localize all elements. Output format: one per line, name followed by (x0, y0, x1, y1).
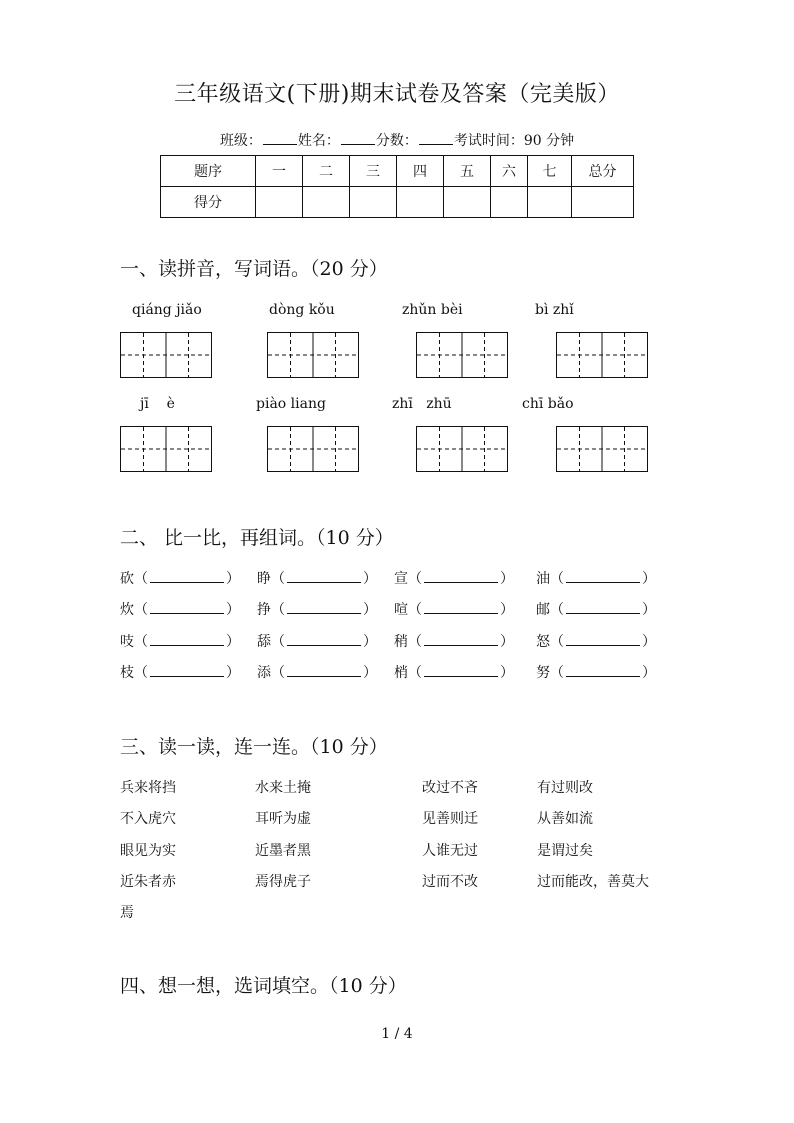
compare-char: 宣 (394, 571, 408, 587)
name-label: 姓名： (297, 133, 340, 149)
match-phrase[interactable]: 过而能改，善莫大 (537, 874, 649, 890)
compare-item[interactable]: 梢（ ） (394, 665, 514, 681)
match-phrase[interactable]: 不入虎穴 (120, 811, 176, 827)
answer-blank[interactable] (287, 633, 361, 646)
match-phrase[interactable]: 水来土掩 (255, 780, 311, 796)
tianzige-writing-box[interactable] (120, 332, 212, 378)
compare-char: 梢 (394, 665, 408, 681)
answer-blank[interactable] (424, 570, 498, 583)
tianzige-writing-box[interactable] (267, 426, 359, 472)
match-phrase-wrap: 焉 (120, 905, 134, 921)
pinyin-label: qiáng jiǎo (132, 302, 202, 318)
student-info (0, 130, 794, 151)
pinyin-label: piào liang (256, 396, 326, 412)
score-blank[interactable] (419, 130, 453, 145)
compare-item[interactable]: 砍（ ） (120, 571, 240, 587)
compare-char: 喧 (394, 602, 408, 618)
score-table-score-row (161, 187, 634, 218)
answer-blank[interactable] (424, 601, 498, 614)
answer-blank[interactable] (566, 633, 640, 646)
section1-heading: 一、读拼音，写词语。（20 分） (120, 258, 388, 280)
match-phrase[interactable]: 见善则迁 (422, 811, 478, 827)
tianzige-grid (121, 333, 211, 377)
answer-blank[interactable] (566, 570, 640, 583)
tianzige-grid (417, 333, 507, 377)
compare-char: 舔 (257, 634, 271, 650)
answer-blank[interactable] (424, 664, 498, 677)
tianzige-grid (557, 333, 647, 377)
score-header-cell: 二 (303, 156, 350, 187)
compare-char: 添 (257, 665, 271, 681)
tianzige-writing-box[interactable] (120, 426, 212, 472)
answer-blank[interactable] (150, 664, 224, 677)
score-cell[interactable] (350, 187, 397, 218)
compare-item[interactable]: 炊（ ） (120, 602, 240, 618)
score-row-label: 得分 (161, 187, 256, 218)
compare-char: 油 (536, 571, 550, 587)
score-table (160, 155, 634, 218)
compare-char: 邮 (536, 602, 550, 618)
score-cell[interactable] (303, 187, 350, 218)
class-blank[interactable] (263, 130, 297, 145)
match-phrase[interactable]: 近墨者黑 (255, 843, 311, 859)
score-cell[interactable] (444, 187, 491, 218)
score-header-cell: 五 (444, 156, 491, 187)
score-cell[interactable] (528, 187, 572, 218)
pinyin-label: zhǔn bèi (402, 302, 463, 318)
match-phrase[interactable]: 是谓过矣 (537, 843, 593, 859)
compare-char: 砍 (120, 571, 134, 587)
match-phrase[interactable]: 过而不改 (422, 874, 478, 890)
section4-heading: 四、想一想，选词填空。（10 分） (120, 975, 407, 997)
compare-item[interactable]: 添（ ） (257, 665, 377, 681)
score-header-cell: 四 (397, 156, 444, 187)
score-cell[interactable] (572, 187, 634, 218)
answer-blank[interactable] (566, 601, 640, 614)
match-phrase[interactable]: 人谁无过 (422, 843, 478, 859)
compare-item[interactable]: 宣（ ） (394, 571, 514, 587)
compare-item[interactable]: 稍（ ） (394, 634, 514, 650)
compare-char: 炊 (120, 602, 134, 618)
score-header-cell: 三 (350, 156, 397, 187)
compare-item[interactable]: 睁（ ） (257, 571, 377, 587)
match-phrase[interactable]: 从善如流 (537, 811, 593, 827)
match-phrase[interactable]: 眼见为实 (120, 843, 176, 859)
tianzige-writing-box[interactable] (556, 426, 648, 472)
score-cell[interactable] (491, 187, 528, 218)
compare-item[interactable]: 挣（ ） (257, 602, 377, 618)
answer-blank[interactable] (287, 570, 361, 583)
compare-char: 吱 (120, 634, 134, 650)
tianzige-writing-box[interactable] (556, 332, 648, 378)
tianzige-grid (268, 427, 358, 471)
compare-item[interactable]: 努（ ） (536, 665, 656, 681)
compare-char: 努 (536, 665, 550, 681)
match-phrase[interactable]: 兵来将挡 (120, 780, 176, 796)
section3-heading: 三、读一读，连一连。（10 分） (120, 736, 388, 758)
answer-blank[interactable] (287, 601, 361, 614)
tianzige-grid (268, 333, 358, 377)
score-cell[interactable] (397, 187, 444, 218)
compare-item[interactable]: 舔（ ） (257, 634, 377, 650)
tianzige-writing-box[interactable] (416, 332, 508, 378)
score-cell[interactable] (256, 187, 303, 218)
pinyin-label: zhī zhū (392, 396, 452, 412)
tianzige-grid (121, 427, 211, 471)
match-phrase[interactable]: 耳听为虚 (255, 811, 311, 827)
score-label: 分数： (375, 133, 418, 149)
pinyin-label: jī è (140, 396, 175, 412)
name-blank[interactable] (341, 130, 375, 145)
compare-char: 睁 (257, 571, 271, 587)
score-table-header-row (161, 156, 634, 187)
score-header-cell: 总分 (572, 156, 634, 187)
answer-blank[interactable] (287, 664, 361, 677)
answer-blank[interactable] (150, 601, 224, 614)
score-header-cell: 题序 (161, 156, 256, 187)
score-header-cell: 七 (528, 156, 572, 187)
compare-item[interactable]: 吱（ ） (120, 634, 240, 650)
tianzige-grid (417, 427, 507, 471)
page-number: 1 / 4 (381, 1026, 413, 1042)
compare-char: 怒 (536, 634, 550, 650)
compare-item[interactable]: 邮（ ） (536, 602, 656, 618)
compare-char: 枝 (120, 665, 134, 681)
answer-blank[interactable] (150, 633, 224, 646)
compare-item[interactable]: 怒（ ） (536, 634, 656, 650)
match-phrase[interactable]: 焉得虎子 (255, 874, 311, 890)
pinyin-label: chī bǎo (522, 396, 574, 412)
answer-blank[interactable] (424, 633, 498, 646)
compare-char: 挣 (257, 602, 271, 618)
compare-item[interactable]: 喧（ ） (394, 602, 514, 618)
pinyin-label: bì zhǐ (535, 302, 574, 318)
match-phrase[interactable]: 近朱者赤 (120, 874, 176, 890)
score-header-cell: 一 (256, 156, 303, 187)
tianzige-writing-box[interactable] (267, 332, 359, 378)
tianzige-grid (557, 427, 647, 471)
pinyin-label: dòng kǒu (269, 302, 335, 318)
compare-char: 稍 (394, 634, 408, 650)
match-phrase[interactable]: 改过不吝 (422, 780, 478, 796)
compare-item[interactable]: 油（ ） (536, 571, 656, 587)
score-header-cell: 六 (491, 156, 528, 187)
answer-blank[interactable] (150, 570, 224, 583)
time-label: 考试时间：90 分钟 (453, 133, 575, 149)
class-label: 班级： (219, 133, 262, 149)
section2-heading: 二、 比一比，再组词。（10 分） (120, 527, 394, 549)
answer-blank[interactable] (566, 664, 640, 677)
match-phrase[interactable]: 有过则改 (537, 780, 593, 796)
tianzige-writing-box[interactable] (416, 426, 508, 472)
compare-item[interactable]: 枝（ ） (120, 665, 240, 681)
page-title: 三年级语文(下册)期末试卷及答案（完美版） (174, 82, 620, 107)
